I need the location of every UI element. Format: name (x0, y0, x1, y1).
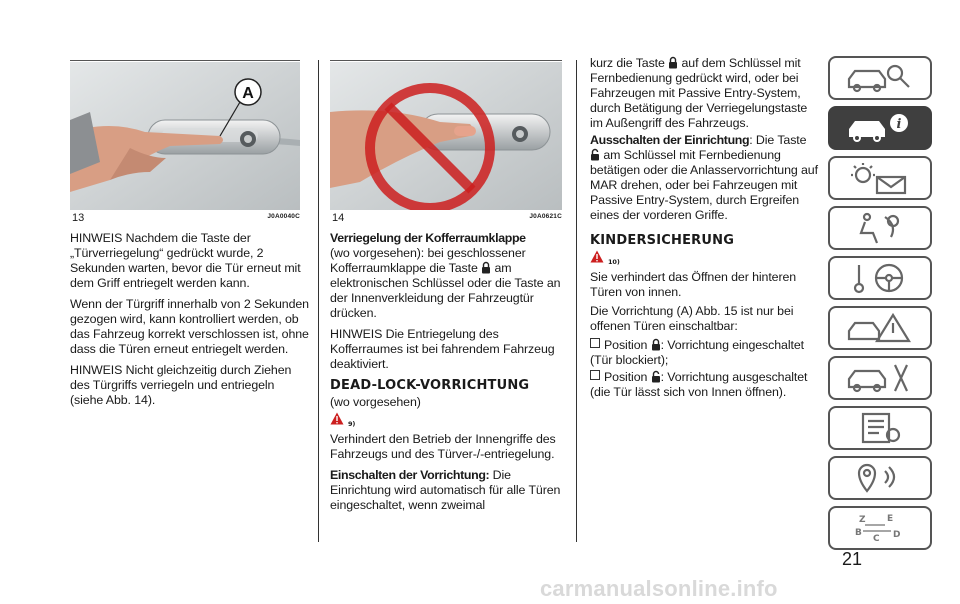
section-heading: KINDERSICHERUNG (590, 233, 735, 248)
paragraph: Die Vorrichtung (A) Abb. 15 ist nur bei offenen Türen einschaltbar: (590, 304, 794, 333)
page-number: 21 (842, 549, 863, 569)
text-fragment: Die Einrichtung wird automatisch für alle Türen eingeschaltet, wenn zweimal (330, 468, 561, 512)
bullet-item (590, 370, 822, 400)
paragraph: HINWEIS Die Entriegelung des Kofferraumes ist bei fahrendem Fahrzeug deaktiviert. (330, 327, 555, 371)
unlock-icon (590, 148, 600, 161)
paragraph: Wenn der Türgriff innerhalb von 2 Sekunden gezogen wird, kann kontrolliert werden, ob das Fahrzeug korrekt verschlossen ist, ohne dass die Türen erneut entriegelt werden. (70, 297, 309, 356)
text-fragment: Position (604, 370, 651, 384)
top-rule-col1 (70, 60, 300, 61)
section-heading: DEAD-LOCK-VORRICHTUNG (330, 378, 530, 393)
svg-text:D: D (893, 530, 901, 540)
door-handle-prohibited-photo (330, 62, 562, 210)
section-title: Ausschalten der Einrichtung (590, 133, 750, 147)
door-handle-photo (70, 62, 300, 210)
warning-reference (330, 412, 566, 430)
car-search-icon (843, 61, 917, 95)
warning-ref-number: 10) (608, 258, 620, 266)
column-divider (576, 60, 577, 542)
watermark-footer: carmanualsonline.info (540, 576, 778, 601)
paragraph: Verhindert den Betrieb der Innengriffe des Fahrzeugs und des Türver-/-entriegelung. (330, 432, 556, 461)
tab-steering-wheel[interactable] (828, 256, 932, 300)
text-fragment: : Vorrichtung ausgeschaltet (die Tür lässt sich von Innen öffnen). (590, 370, 808, 399)
car-service-icon (843, 361, 917, 395)
bullet-square (590, 370, 600, 380)
column-3-text (590, 56, 822, 400)
text-fragment: am Schlüssel mit Fernbedienung betätigen oder die Anlasservorrichtung auf MAR drehen, oder bei Fahrzeugen mit Passive Entry-System, durch Ergreifen eines der vorderen Griffe. (590, 148, 818, 222)
specs-list-icon (843, 411, 917, 445)
text-fragment: am elektronischen Schlüssel oder die Taste an der Innenverkleidung der Fahrzeugtür drücken. (330, 261, 561, 320)
tab-road-warning[interactable] (828, 306, 932, 350)
lock-icon (668, 56, 678, 69)
text-fragment: : Die Taste (749, 133, 807, 147)
bullet-item (590, 338, 822, 368)
tab-car-info[interactable] (828, 106, 932, 150)
road-warning-icon (843, 311, 917, 345)
figure-code: J0A0040C (267, 213, 300, 220)
svg-text:E: E (887, 514, 894, 524)
column-divider (318, 60, 319, 542)
car-info-icon (843, 111, 917, 145)
text-fragment: kurz die Taste (590, 56, 669, 70)
tab-index-letters[interactable] (828, 506, 932, 550)
text-fragment: : Vorrichtung eingeschaltet (Tür blockiert); (590, 338, 804, 367)
warning-triangle-icon (590, 250, 604, 263)
airbag-seat-icon (843, 211, 917, 245)
paragraph: HINWEIS Nicht gleichzeitig durch Ziehen des Türgriffs verriegeln und entriegeln (siehe Abb. 14). (70, 363, 292, 407)
tab-media-location[interactable] (828, 456, 932, 500)
column-2-text (330, 231, 566, 513)
figure-code: J0A0621C (529, 213, 562, 220)
warning-lights-icon (843, 161, 917, 195)
lock-icon (651, 338, 661, 351)
figure-number: 13 (72, 212, 85, 224)
paragraph: Sie verhindert das Öffnen der hinteren Türen von innen. (590, 270, 797, 299)
index-letters-icon (843, 511, 917, 545)
tab-warning-lights[interactable] (828, 156, 932, 200)
figure-14-image (330, 62, 562, 210)
unlock-icon (651, 370, 661, 383)
paragraph: (wo vorgesehen) (330, 395, 421, 409)
tab-specs-list[interactable] (828, 406, 932, 450)
lock-icon (481, 261, 491, 274)
warning-triangle-icon (330, 412, 344, 425)
text-fragment: (wo vorgesehen): bei geschlossener Kofferraumklappe die Taste (330, 246, 526, 275)
svg-text:Z: Z (859, 515, 866, 525)
callout-a: A (242, 85, 254, 102)
steering-wheel-icon (843, 261, 917, 295)
svg-text:B: B (855, 528, 862, 538)
warning-reference (590, 250, 822, 268)
figure-number: 14 (332, 212, 345, 224)
section-title: Einschalten der Vorrichtung: (330, 468, 490, 482)
figure-14-caption (332, 212, 562, 224)
media-location-icon (843, 461, 917, 495)
figure-13-image (70, 62, 300, 210)
text-fragment: auf dem Schlüssel mit Fernbedienung gedrückt wird, oder bei Fahrzeugen mit Passive Entry-System, durch Betätigung der Verriegelungstaste im Außengriff des Fahrzeugs. (590, 56, 808, 130)
top-rule-col2 (330, 60, 562, 61)
column-1-text (70, 231, 310, 414)
paragraph: HINWEIS Nachdem die Taste der „Türverriegelung“ gedrückt wurde, 2 Sekunden warten, bevor die Tür erneut mit dem Griff entriegelt werden kann. (70, 231, 301, 290)
svg-text:i: i (896, 117, 902, 132)
warning-ref-number: 9) (348, 420, 356, 428)
bullet-square (590, 338, 600, 348)
tab-car-search[interactable] (828, 56, 932, 100)
section-title: Verriegelung der Kofferraumklappe (330, 231, 526, 245)
tab-car-service[interactable] (828, 356, 932, 400)
tab-airbag-seat[interactable] (828, 206, 932, 250)
figure-13-caption (72, 212, 300, 224)
svg-text:C: C (873, 534, 880, 544)
text-fragment: Position (604, 338, 651, 352)
